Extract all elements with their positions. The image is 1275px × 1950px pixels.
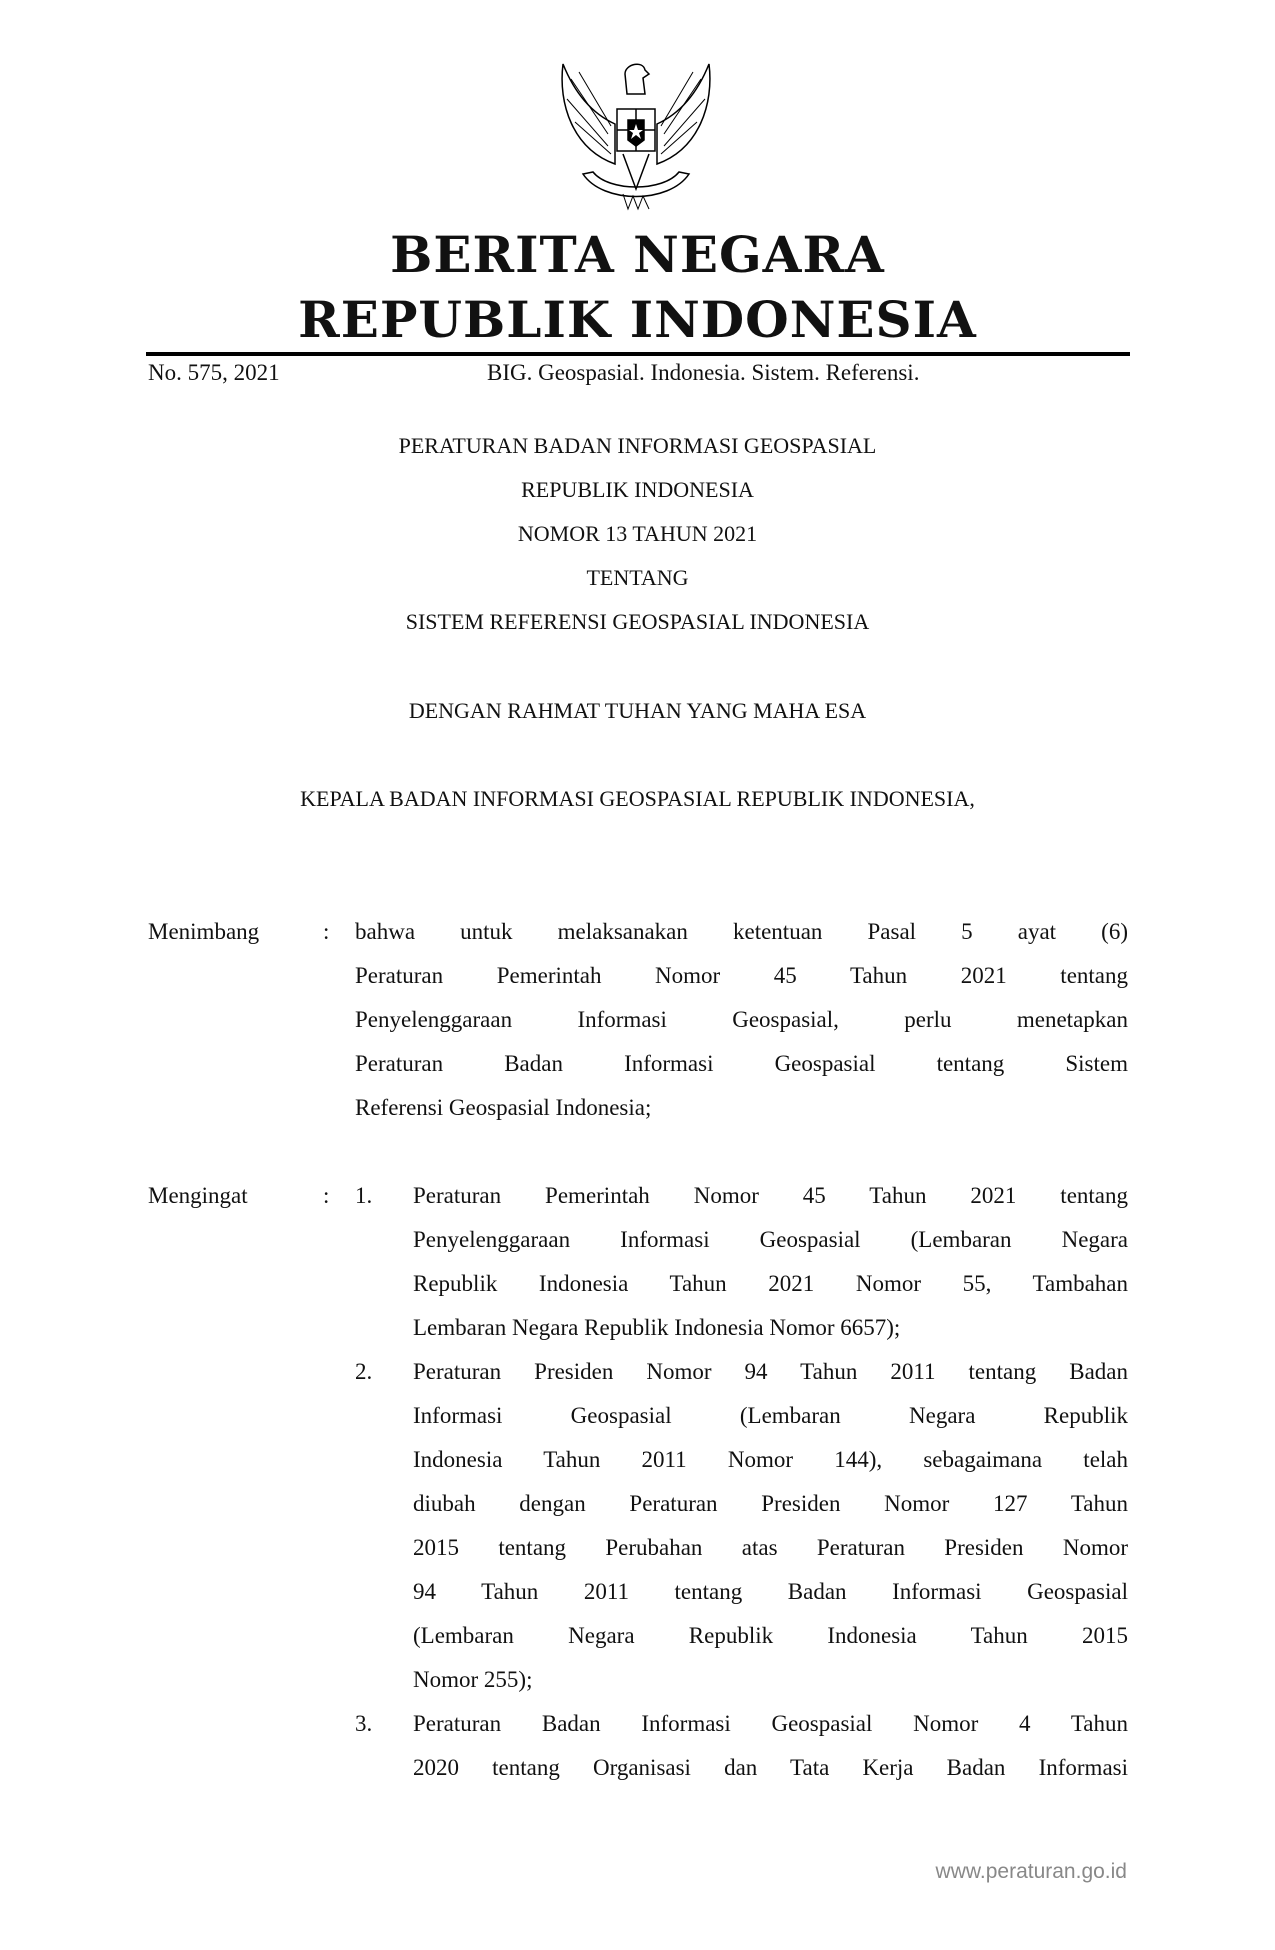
text-line: Penyelenggaraan Informasi Geospasial (Lembaran Negara bbox=[413, 1227, 1128, 1252]
authority: KEPALA BADAN INFORMASI GEOSPASIAL REPUBLIK INDONESIA, bbox=[300, 786, 975, 811]
text-line: 2015 tentang Perubahan atas Peraturan Presiden Nomor bbox=[413, 1535, 1128, 1560]
regulation-heading-line: SISTEM REFERENSI GEOSPASIAL INDONESIA bbox=[405, 609, 870, 634]
text-line: Penyelenggaraan Informasi Geospasial, perlu menetapkan bbox=[355, 1007, 1128, 1032]
mengingat-colon: : bbox=[323, 1183, 330, 1208]
garuda-pancasila-emblem bbox=[553, 54, 719, 214]
regulation-heading-line: NOMOR 13 TAHUN 2021 bbox=[517, 521, 758, 546]
regulation-heading-line: REPUBLIK INDONESIA bbox=[521, 477, 754, 502]
gazette-title: BERITA NEGARA bbox=[390, 225, 885, 284]
text-line: Republik Indonesia Tahun 2021 Nomor 55, Tambahan bbox=[413, 1271, 1128, 1296]
text-line: Indonesia Tahun 2011 Nomor 144), sebagaimana telah bbox=[413, 1447, 1128, 1472]
text-line: Peraturan Badan Informasi Geospasial Nomor 4 Tahun bbox=[413, 1711, 1128, 1736]
mengingat-item-1 bbox=[413, 1174, 1128, 1350]
text-line: 2020 tentang Organisasi dan Tata Kerja Badan Informasi bbox=[413, 1755, 1128, 1780]
regulation-heading-line: PERATURAN BADAN INFORMASI GEOSPASIAL bbox=[398, 433, 877, 458]
gazette-keywords: BIG. Geospasial. Indonesia. Sistem. Referensi. bbox=[487, 360, 920, 385]
gazette-number: No. 575, 2021 bbox=[148, 360, 280, 385]
item-number: 3. bbox=[355, 1711, 373, 1736]
header-rule bbox=[146, 352, 1130, 356]
text-line: (Lembaran Negara Republik Indonesia Tahun 2015 bbox=[413, 1623, 1128, 1648]
mengingat-item-2 bbox=[413, 1350, 1128, 1702]
text-line: Peraturan Pemerintah Nomor 45 Tahun 2021 tentang bbox=[413, 1183, 1128, 1208]
invocation: DENGAN RAHMAT TUHAN YANG MAHA ESA bbox=[408, 698, 867, 723]
footer-url[interactable]: www.peraturan.go.id bbox=[935, 1860, 1127, 1883]
text-line: bahwa untuk melaksanakan ketentuan Pasal 5 ayat (6) bbox=[355, 919, 1128, 944]
text-line: Lembaran Negara Republik Indonesia Nomor 6657); bbox=[413, 1315, 901, 1340]
menimbang-text bbox=[355, 910, 1128, 1130]
mengingat-label: Mengingat bbox=[148, 1183, 248, 1208]
regulation-heading-line: TENTANG bbox=[586, 565, 689, 590]
text-line: Peraturan Badan Informasi Geospasial tentang Sistem bbox=[355, 1051, 1128, 1076]
text-line: diubah dengan Peraturan Presiden Nomor 127 Tahun bbox=[413, 1491, 1128, 1516]
mengingat-item-3 bbox=[413, 1702, 1128, 1790]
text-line: Nomor 255); bbox=[413, 1667, 533, 1692]
text-line: 94 Tahun 2011 tentang Badan Informasi Geospasial bbox=[413, 1579, 1128, 1604]
text-line: Peraturan Presiden Nomor 94 Tahun 2011 tentang Badan bbox=[413, 1359, 1128, 1384]
item-number: 1. bbox=[355, 1183, 373, 1208]
text-line: Referensi Geospasial Indonesia; bbox=[355, 1095, 652, 1120]
menimbang-label: Menimbang bbox=[148, 919, 260, 944]
gazette-subtitle: REPUBLIK INDONESIA bbox=[298, 290, 977, 349]
text-line: Informasi Geospasial (Lembaran Negara Republik bbox=[413, 1403, 1128, 1428]
item-number: 2. bbox=[355, 1359, 373, 1384]
text-line: Peraturan Pemerintah Nomor 45 Tahun 2021 tentang bbox=[355, 963, 1128, 988]
menimbang-colon: : bbox=[323, 919, 330, 944]
